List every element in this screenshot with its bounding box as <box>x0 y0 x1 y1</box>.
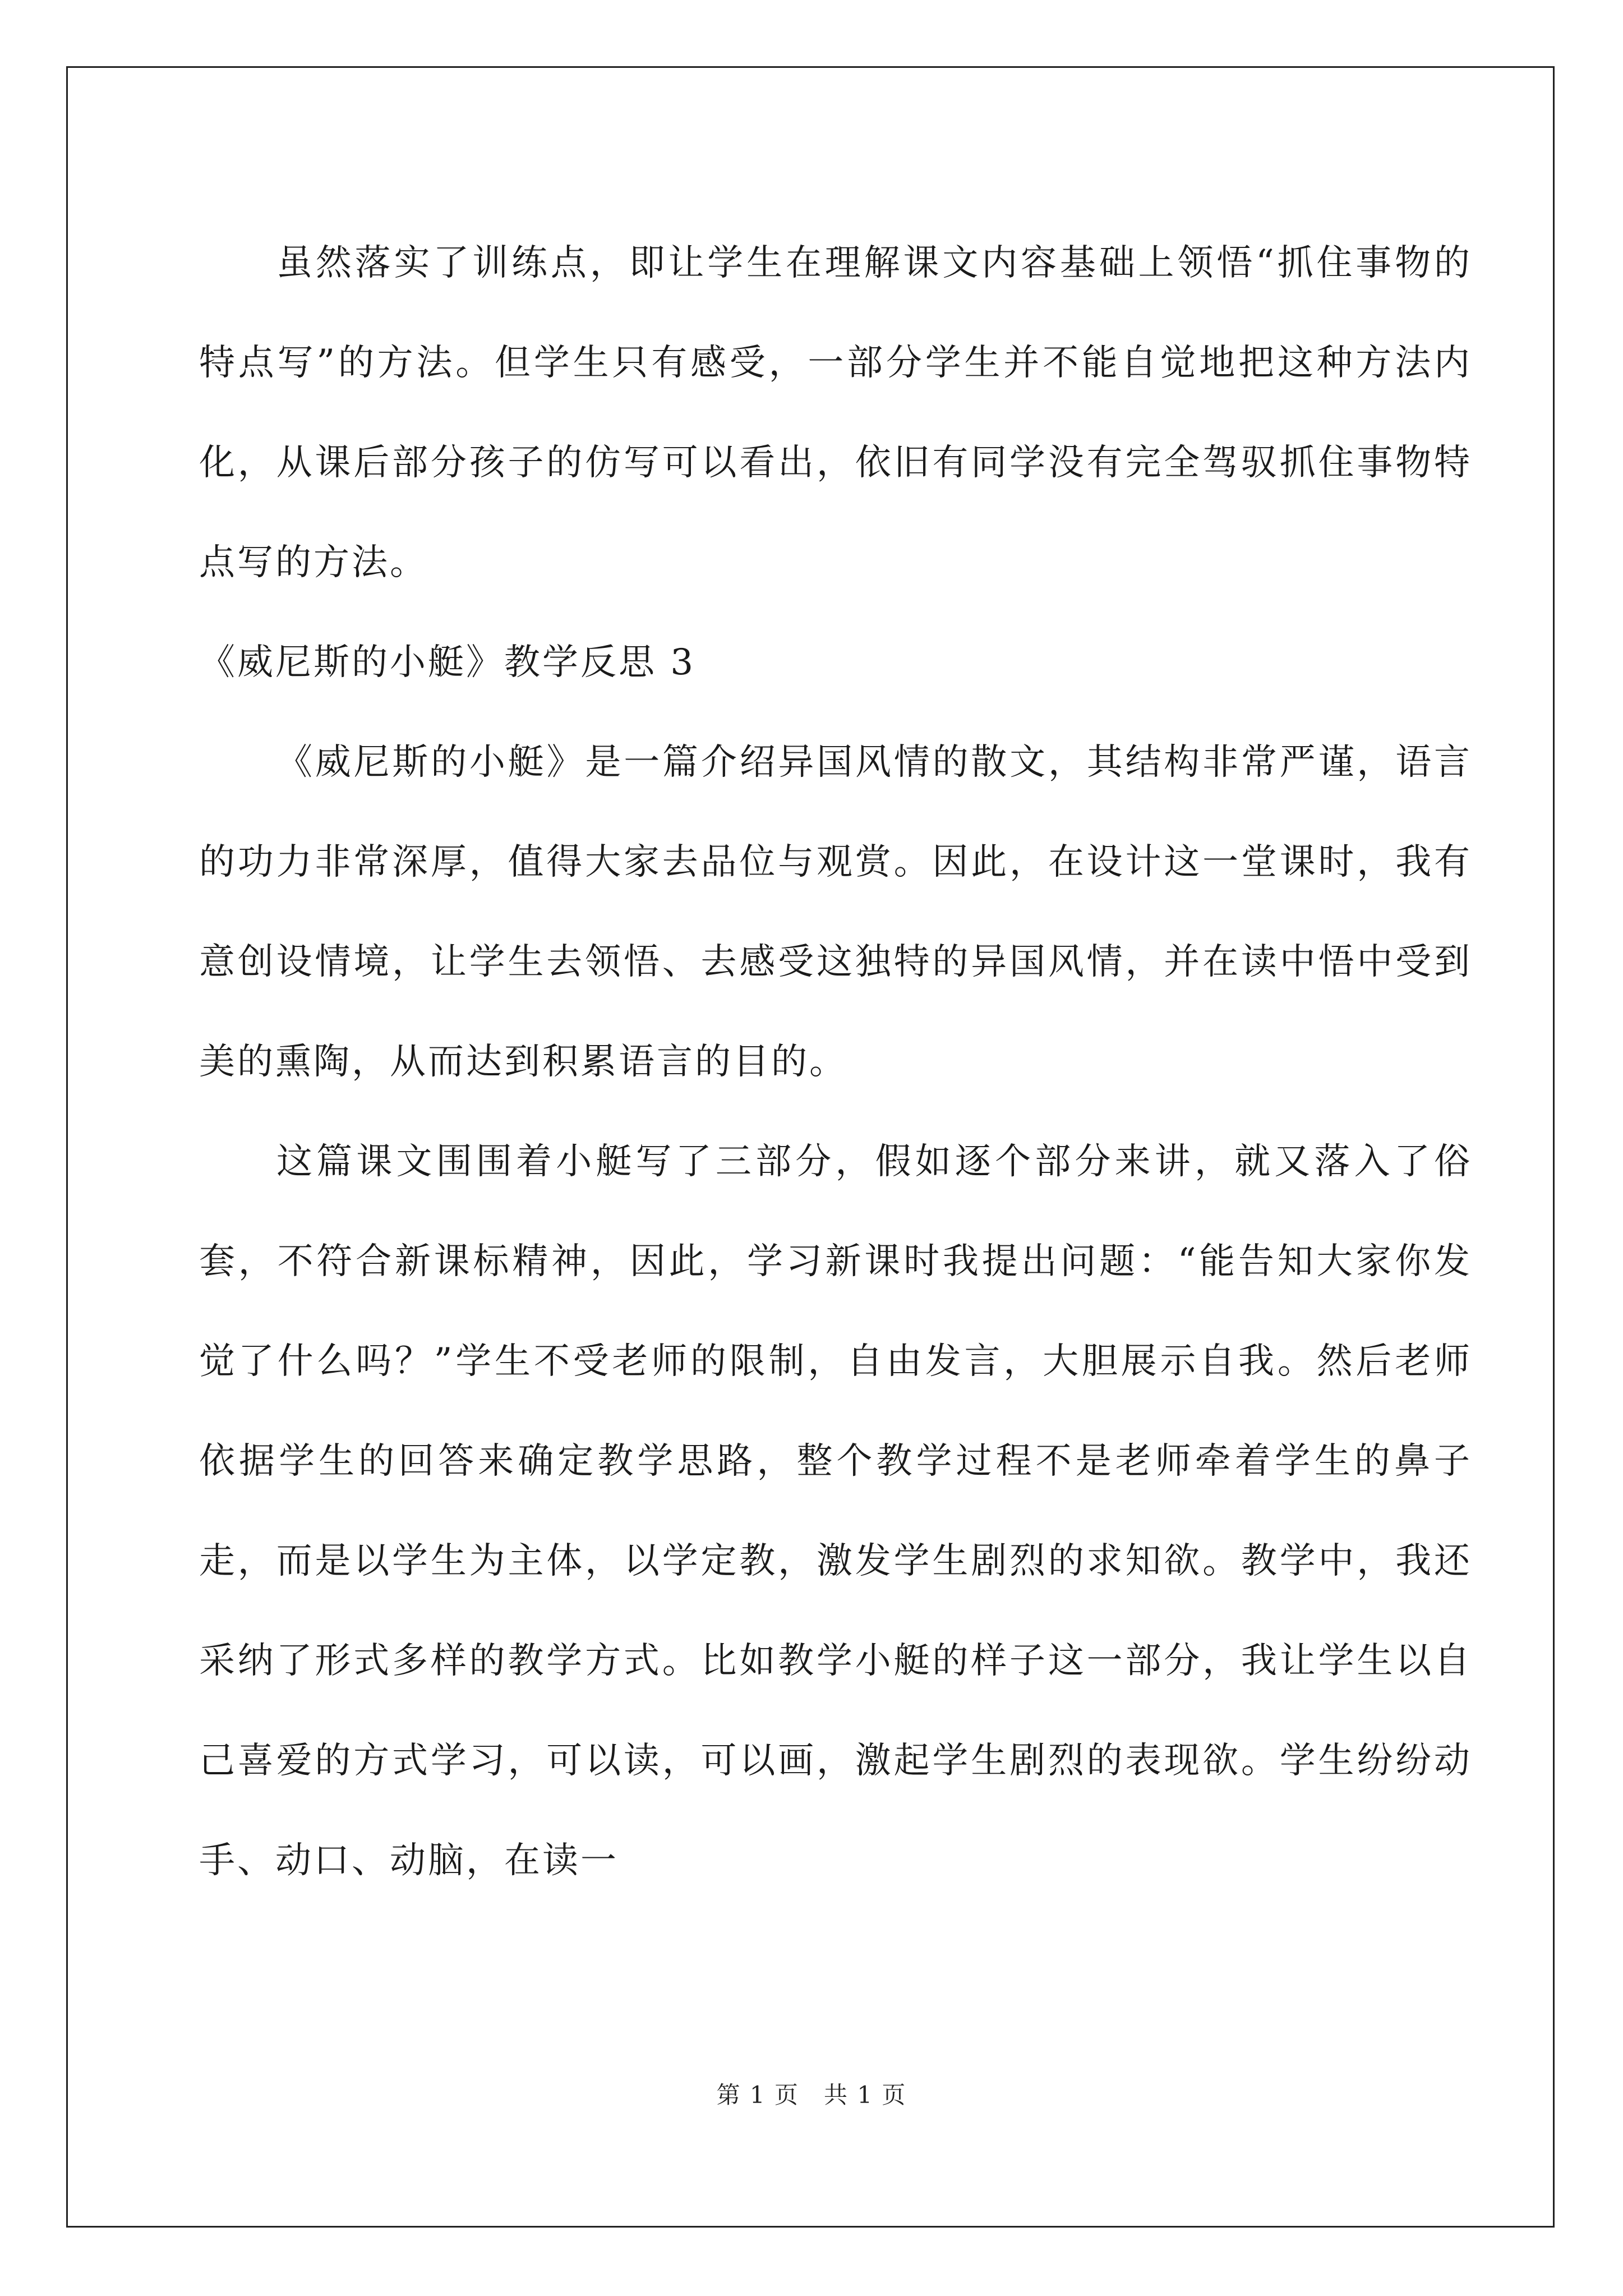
page-footer: 第 1 页 共 1 页 <box>716 2081 907 2109</box>
paragraph-intro: 虽然落实了训练点，即让学生在理解课文内容基础上领悟“抓住事物的特点写”的方法。但学生只有感受，一部分学生并不能自觉地把这种方法内化，从课后部分孩子的仿写可以看出，依旧有同学没有完全驾驭抓住事物特点写的方法。 <box>199 242 1472 583</box>
section-heading: 《威尼斯的小艇》教学反思 3 <box>199 642 696 683</box>
document-body <box>199 213 1472 1911</box>
paragraph-2: 这篇课文围围着小艇写了三部分，假如逐个部分来讲，就又落入了俗套，不符合新课标精神，因此，学习新课时我提出问题：“能告知大家你发觉了什么吗？”学生不受老师的限制，自由发言，大胆展示自我。然后老师依据学生的回答来确定教学思路，整个教学过程不是老师牵着学生的鼻子走，而是以学生为主体，以学定教，激发学生剧烈的求知欲。教学中，我还采纳了形式多样的教学方式。比如教学小艇的样子这一部分，我让学生以自己喜爱的方式学习，可以读，可以画，激起学生剧烈的表现欲。学生纷纷动手、动口、动脑，在读一 <box>199 1141 1472 1881</box>
paragraph-1: 《威尼斯的小艇》是一篇介绍异国风情的散文，其结构非常严谨，语言的功力非常深厚，值得大家去品位与观赏。因此，在设计这一堂课时，我有意创设情境，让学生去领悟、去感受这独特的异国风情，并在读中悟中受到美的熏陶，从而达到积累语言的目的。 <box>199 742 1472 1083</box>
